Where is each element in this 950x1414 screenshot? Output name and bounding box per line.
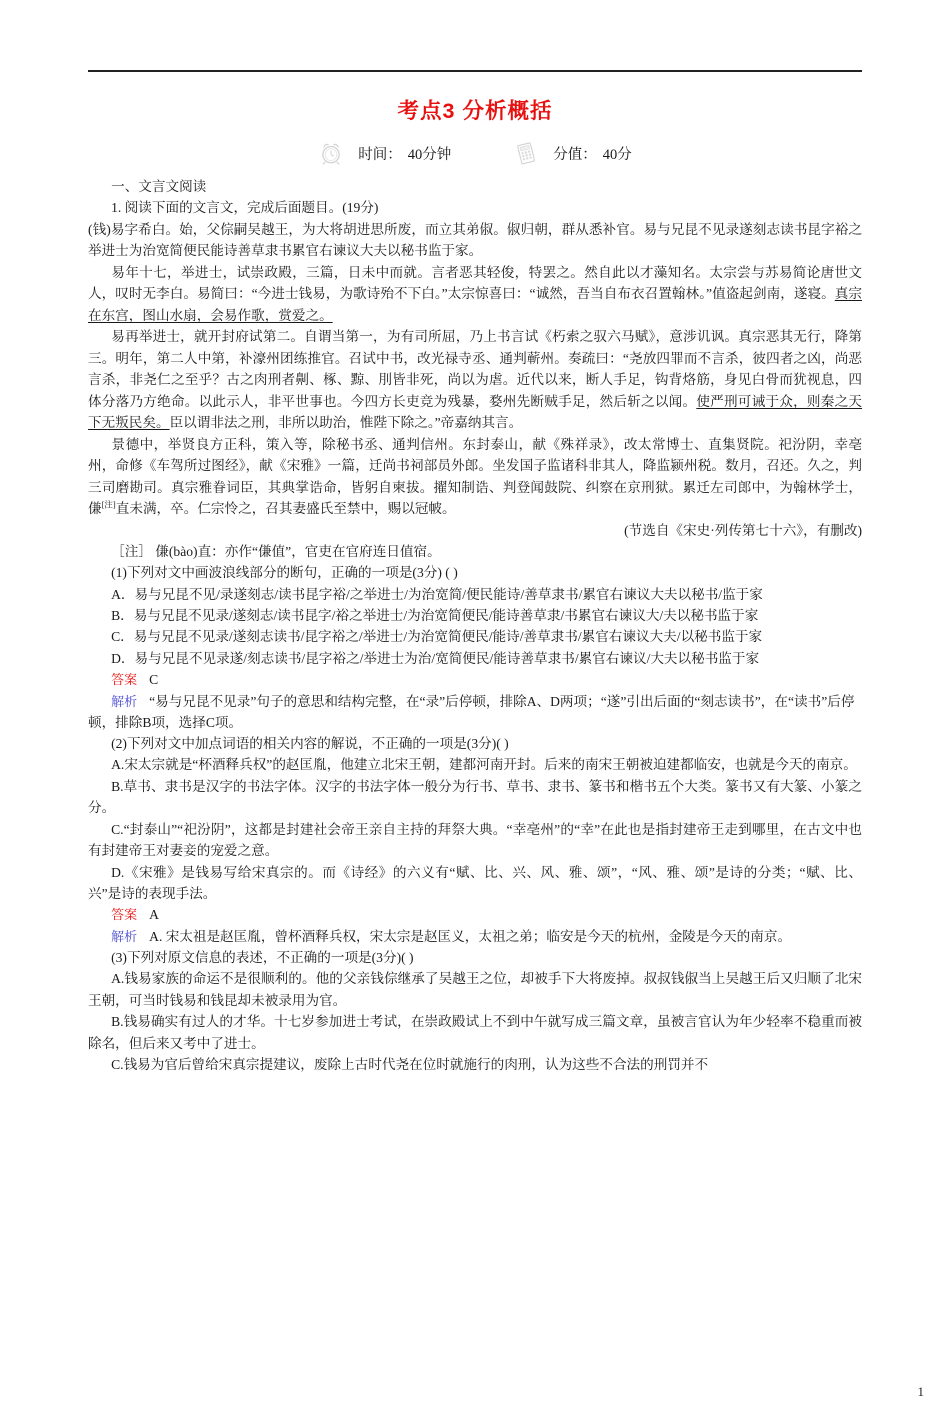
document-page (0, 70, 950, 1414)
passage-text: (钱)易字希白。始，父倧嗣吴越王，为大将胡进思所废，而立其弟俶。俶归朝，群从悉补官。易与兄昆不 (88, 221, 712, 237)
header-divider-rule (88, 70, 862, 72)
passage-text: 累官右谏议大夫以秘书监于家。 (291, 243, 483, 259)
time-label: 时间： (358, 146, 402, 163)
option-text: 指封建帝王走到哪里，在古文中也有封建帝王对妻妾的宠爱之意。 (88, 821, 862, 859)
analysis-tag: 解析 (111, 693, 138, 709)
analysis-text: “易与兄昆不见录”句子的意思和结构完整，在“录”后停顿，排除A、D两项；“遂”引出后面 (149, 693, 681, 709)
question-2-option-d[interactable] (88, 862, 862, 905)
option-text: 类；“赋、比、兴”是诗的表现手法。 (88, 864, 862, 901)
underlined-passage: 使严刑可诫于众，则秦之天下无叛民矣。 (88, 393, 863, 431)
analysis-text: 的“刻志读书”，在“读书”后停顿，排除B项，选择C项。 (88, 693, 855, 730)
option-text: 钱易确实有过人的才华。十七岁参加进士考试，在崇政殿试上不到中午就写成三篇文章，虽被言官认 (123, 1014, 726, 1030)
passage-text: 布衣召置翰林。”值盗起剑南，遂寝。 (617, 286, 835, 302)
question-2-option-b[interactable] (88, 776, 862, 819)
section-heading: 一、文言文阅读 (111, 179, 207, 194)
question-1-answer (88, 669, 862, 690)
analysis-text: 天的南京。 (723, 928, 792, 944)
option-text: 秘书监于家 (690, 607, 759, 623)
option-text: 钱易家族的命运不是很顺利的。他的父亲钱倧继承了吴越王之位，却被手下大将废掉。叔叔钱俶当上 (124, 971, 726, 987)
question-1-stem: (1)下列对文中画波浪线部分的断句，正确的一项是(3分) ( ) (111, 565, 458, 581)
option-text: 易与兄昆不见/录遂刻志/读书昆字裕/之举进士/为治宽简/便民能诗/善草隶书/累官右谏议大夫以 (134, 586, 692, 602)
passage-text: ， (820, 436, 835, 452)
question-3-stem: (3)下列对原文信息的表述，不正确的一项是(3分)( ) (111, 949, 414, 965)
option-text: 吴越王后又归顺了北宋王朝，可当时钱易和钱昆却未被录用为官。 (88, 971, 863, 1008)
question-1-option-c[interactable] (88, 626, 862, 647)
calculator-icon (513, 140, 539, 166)
question-3-option-a[interactable] (88, 968, 862, 1011)
passage-text: ，献《殊祥录》，改太常博士、直集贤院。 (518, 436, 779, 452)
option-text: 《宋雅》是钱易写给宋真宗的。而《诗经》的六义有“赋、比、兴、风、雅、颂”，“风、雅、颂”是诗的分 (124, 864, 772, 880)
document-body (88, 176, 862, 1076)
passage-text: 州税。数月，召还。久之，判三司磨勘司。真宗雅眷词臣，其典掌诰命，皆躬自柬拔。擢知制诰、判登闻鼓院、纠 (88, 458, 863, 495)
option-label: A. (111, 971, 125, 987)
option-text: 钱易为官后曾给宋真宗提建议，废除上古时代尧在位时就施行的肉刑，认为这些不合法的刑罚并不 (123, 1057, 709, 1073)
emphasized-term: 祀汾阴 (778, 436, 821, 452)
option-text: 易与兄昆不见录/遂刻志读书/昆字裕之/举进士/为治宽简便民/能诗/善草隶书/累官右谏议大夫/ (133, 629, 681, 645)
question-2-answer (88, 904, 862, 925)
alarm-clock-icon (318, 140, 344, 166)
option-label: A． (111, 586, 135, 602)
answer-value: A (149, 907, 159, 923)
time-value: 40分钟 (407, 146, 452, 163)
passage-text: 为残暴，婺州先断贼手足，然后斩之以闻。 (433, 393, 697, 409)
passage-text: 直未满，卒。仁宗怜之，召其妻盛氏至禁中，赐以冠帔。 (115, 501, 456, 517)
question-1-analysis (88, 691, 862, 733)
passage-text: 助治，惟陛下除之。”帝嘉纳其言。 (319, 415, 523, 431)
analysis-text: A. 宋太祖是赵匡胤，曾杯酒释兵权，宋太宗是赵匡义，太祖之弟；临安是今天的杭州，金陵是今 (149, 928, 724, 944)
emphasized-term: 幸亳州 (88, 436, 862, 474)
option-text: 草书、隶书是汉字的书法字体。汉字的书法字体一般分为行书、草书、隶书、篆书和楷书五个大类。篆 (123, 778, 740, 794)
option-text: 安，也就是今天的南京。 (707, 757, 857, 773)
option-text: 易与兄昆不见录/遂刻志/读书昆字/裕之举进士/为治宽简便民/能诗善草隶/书累官右谏议大/夫以 (133, 607, 691, 623)
answer-tag: 答案 (111, 672, 138, 688)
underlined-passage: 真宗在东宫，图山水扇，会易作歌，赏爱之。 (88, 286, 863, 323)
page-title: 考点3 分析概括 (397, 99, 553, 123)
option-label: C. (111, 1057, 124, 1073)
option-label: C. (111, 821, 124, 837)
passage-source: (节选自《宋史·列传第七十六》，有删改) (624, 522, 862, 538)
option-label: B. (111, 778, 124, 794)
answer-tag: 答案 (111, 907, 138, 923)
question-2-option-c[interactable] (88, 819, 862, 862)
score-value: 40分 (602, 146, 632, 163)
passage-paragraph-1 (88, 219, 862, 262)
emphasized-term: 草隶书 (251, 243, 292, 259)
passage-text: 》一篇，迁尚书祠部员外郎。坐发国子监诸科非其人，降监颍 (314, 458, 685, 474)
option-text: 秘书监于家 (691, 650, 760, 666)
passage-text: 察在京刑狱。累迁左司郎中，为翰林学士，傔 (88, 479, 862, 517)
answer-value: C (149, 672, 159, 688)
question-1-option-a[interactable] (88, 584, 862, 605)
option-label: C． (111, 629, 134, 645)
footnote-text: ［注］ 傔(bào)直：亦作“傔值”，官吏在官府连日值宿。 (111, 543, 441, 559)
passage-text: 以来，断人手足，钩背烙筋，身见白骨而犹视息，四体分落乃方绝命。以此示人，非平世事也。今四方长吏竞 (88, 372, 863, 409)
passage-text: 臣以谓非法之刑，非所以 (169, 415, 320, 431)
option-text: 为年少轻率不稳重而被除名，但后来又考中了进士。 (88, 1014, 863, 1051)
passage-text: ，命修《车驾所过图经》，献《 (101, 458, 287, 474)
question-2-analysis (88, 926, 862, 947)
passage-text: 见录遂刻志读书昆字裕之举进士为治宽简便民能诗善 (88, 221, 862, 259)
passage-text: 苏易简论唐世文人，叹时无李白。易简曰：“今进士钱易，为歌诗殆不下白。”太宗惊喜曰：“诚然，吾当自 (88, 264, 863, 302)
analysis-tag: 解析 (111, 928, 138, 944)
option-label: A. (111, 757, 125, 773)
option-text: “封泰山”“祀汾阴”，这都是封建社会帝王亲自主持的拜祭大典。“幸亳州”的“幸”在此也是 (123, 821, 656, 837)
emphasized-term: 封泰山 (476, 436, 519, 452)
footnote-marker: [注] (101, 499, 116, 510)
passage-paragraph-4 (88, 434, 862, 520)
passage-text: 宗恶其无行，降第三。明年，第二人中第，补濠州团练推官。召试中书，改光禄寺丞、通判蕲州。奏疏曰：“尧 (88, 329, 862, 366)
passage-text: 景德中，举贤良方正科，策入等，除秘书丞、通判信州。东 (111, 436, 477, 452)
emphasized-term: 宋雅 (286, 458, 315, 474)
question-3-option-b[interactable] (88, 1011, 862, 1054)
option-text: 以秘书监于家 (680, 629, 763, 645)
question-2-stem: (2)下列对文中加点词语的相关内容的解说，不正确的一项是(3分)( ) (111, 735, 509, 751)
option-text: 书又有大篆、小篆之分。 (88, 778, 863, 816)
question-1-option-b[interactable] (88, 605, 862, 626)
passage-text: 放四罪而不言杀，彼四者之凶，尚恶言杀，非尧仁之至乎？古之肉刑者劓、椓、黥、刖皆非死，尚以为虐。近代 (88, 350, 863, 388)
page-number: 1 (917, 1384, 924, 1399)
option-label: B. (111, 1014, 124, 1030)
exam-meta-row (88, 140, 862, 166)
option-label: D. (111, 864, 125, 880)
passage-text: 易年十七，举进士，试崇政殿，三篇，日未中而就。言者恶其轻俊，特罢之。然自此以才藻知名。太宗尝与 (111, 264, 765, 280)
passage-text: 易再举进士，就开封府试第二。自谓当第一，为有司所屈，乃上书言试《朽索之驭六马赋》，意涉讥讽。真 (111, 329, 752, 345)
question-2-option-a[interactable] (88, 754, 862, 775)
option-text: 易与兄昆不见录遂/刻志读书/昆字裕之/举进士为治/宽简便民/能诗善草隶书/累官右谏议/大夫以 (134, 650, 692, 666)
option-label: B． (111, 607, 134, 623)
passage-paragraph-3 (88, 326, 862, 433)
question-1-option-d[interactable] (88, 648, 862, 669)
passage-paragraph-2 (88, 262, 862, 326)
score-label: 分值： (553, 146, 597, 163)
question-3-option-c[interactable] (88, 1054, 862, 1075)
option-text: 秘书/监于家 (691, 586, 763, 602)
option-text: 宋太宗就是“杯酒释兵权”的赵匡胤，他建立北宋王朝，建都河南开封。后来的南宋王朝被迫建都临 (124, 757, 708, 773)
question-stem-main: 1. 阅读下面的文言文，完成后面题目。(19分) (111, 200, 379, 216)
option-label: D． (111, 650, 135, 666)
